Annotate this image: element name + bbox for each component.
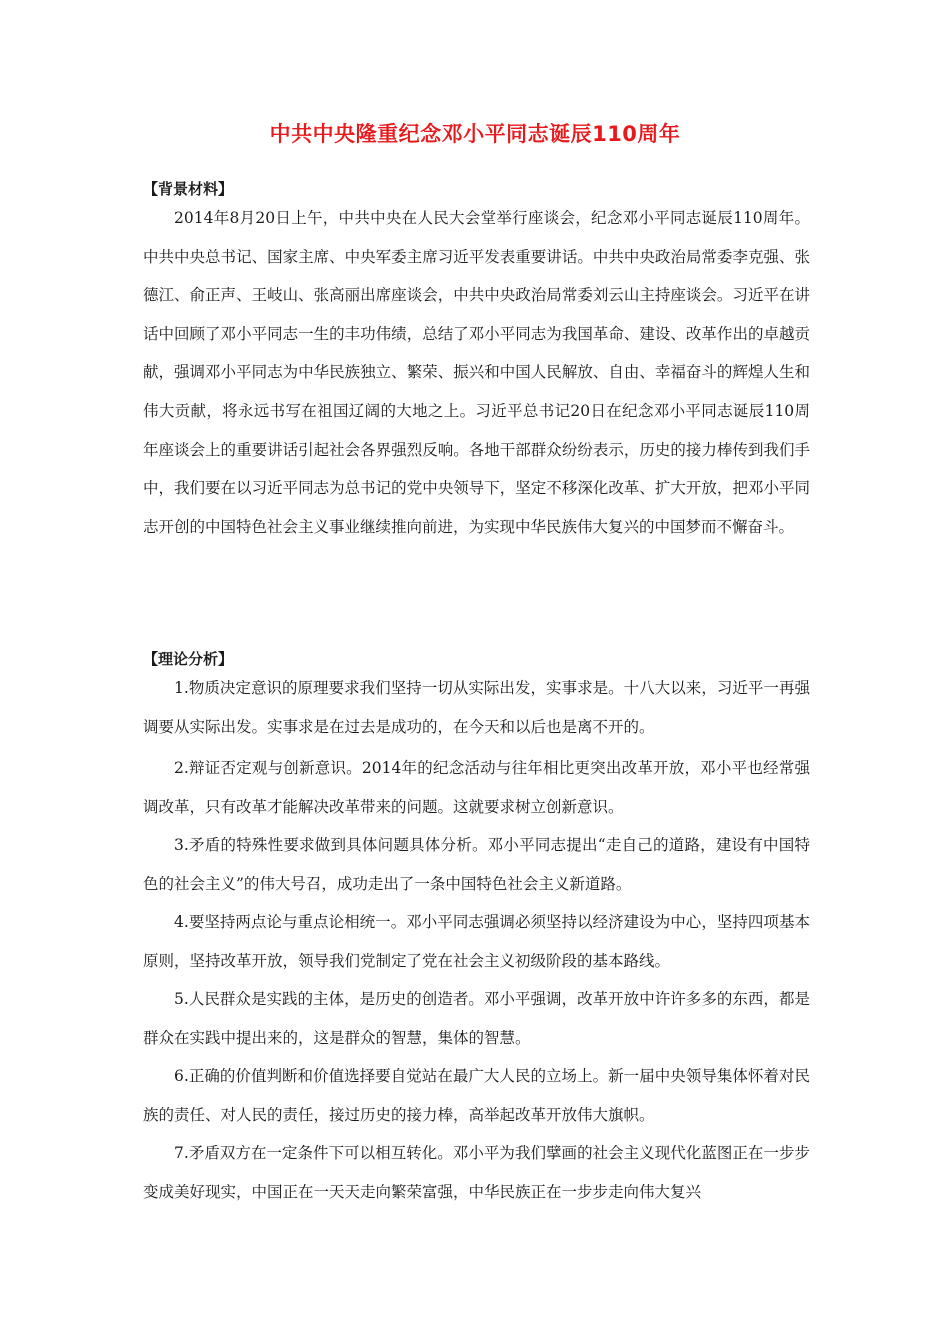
analysis-item-4: 4.要坚持两点论与重点论相统一。邓小平同志强调必须坚持以经济建设为中心，坚持四项基本原则，坚持改革开放，领导我们党制定了党在社会主义初级阶段的基本路线。 [143, 913, 810, 970]
background-paragraph: 2014年8月20日上午，中共中央在人民大会堂举行座谈会，纪念邓小平同志诞辰110周年。中共中央总书记、国家主席、中央军委主席习近平发表重要讲话。中共中央政治局常委李克强、张德江、俞正声、王岐山、张高丽出席座谈会，中共中央政治局常委刘云山主持座谈会。习近平在讲话中回顾了邓小平同志一生的丰功伟绩，总结了邓小平同志为我国革命、建设、改革作出的卓越贡献，强调邓小平同志为中华民族独立、繁荣、振兴和中国人民解放、自由、幸福奋斗的辉煌人生和伟大贡献，将永远书写在祖国辽阔的大地之上。习近平总书记20日在纪念邓小平同志诞辰110周年座谈会上的重要讲话引起社会各界强烈反响。各地干部群众纷纷表示，历史的接力棒传到我们手中，我们要在以习近平同志为总书记的党中央领导下，坚定不移深化改革、扩大开放，把邓小平同志开创的中国特色社会主义事业继续推向前进，为实现中华民族伟大复兴的中国梦而不懈奋斗。 [143, 209, 810, 536]
page-title: 中共中央隆重纪念邓小平同志诞辰110周年 [269, 122, 681, 146]
background-heading: 【背景材料】 [143, 180, 234, 198]
analysis-item-7: 7.矛盾双方在一定条件下可以相互转化。邓小平为我们擘画的社会主义现代化蓝图正在一步步变成美好现实，中国正在一天天走向繁荣富强，中华民族正在一步步走向伟大复兴 [143, 1144, 810, 1201]
analysis-heading: 【理论分析】 [143, 650, 234, 668]
analysis-item-2: 2.辩证否定观与创新意识。2014年的纪念活动与往年相比更突出改革开放，邓小平也经常强调改革，只有改革才能解决改革带来的问题。这就要求树立创新意识。 [143, 759, 810, 816]
analysis-item-3: 3.矛盾的特殊性要求做到具体问题具体分析。邓小平同志提出“走自己的道路，建设有中国特色的社会主义”的伟大号召，成功走出了一条中国特色社会主义新道路。 [143, 836, 810, 893]
analysis-item-6: 6.正确的价值判断和价值选择要自觉站在最广大人民的立场上。新一届中央领导集体怀着对民族的责任、对人民的责任，接过历史的接力棒，高举起改革开放伟大旗帜。 [143, 1067, 810, 1124]
analysis-item-5: 5.人民群众是实践的主体，是历史的创造者。邓小平强调，改革开放中许许多多的东西，都是群众在实践中提出来的，这是群众的智慧，集体的智慧。 [143, 990, 810, 1047]
analysis-item-1: 1.物质决定意识的原理要求我们坚持一切从实际出发，实事求是。十八大以来，习近平一再强调要从实际出发。实事求是在过去是成功的，在今天和以后也是离不开的。 [143, 679, 810, 736]
